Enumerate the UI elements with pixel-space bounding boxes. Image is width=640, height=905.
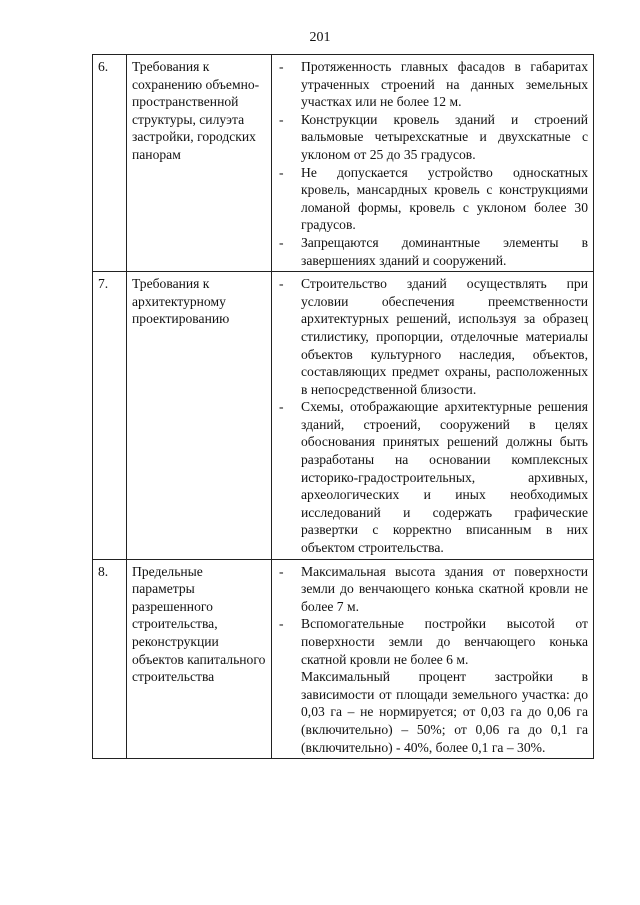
list-item: - Конструкции кровель зданий и строений вальмовые четырехскатные и двухскатные с уклоном от 25 до 35 градусов. xyxy=(277,111,588,164)
list-item: - Схемы, отображающие архитектурные решения зданий, строений, сооружений в целях обоснования принятых решений должны быть разработаны на основании комплексных историко-градостроительных, архивных, археологических и иных необходимых исследований и содержать графические развертки с корректно вписанным в них объектом строительства. xyxy=(277,398,588,556)
list-item: - Вспомогательные постройки высотой от поверхности земли до венчающего конька скатной кровли не более 6 м. xyxy=(277,615,588,668)
requirement-content xyxy=(272,559,594,759)
list-item: - Максимальная высота здания от поверхности земли до венчающего конька скатной кровли не более 7 м. xyxy=(277,563,588,616)
row-number: 6. xyxy=(93,55,127,272)
list-item-continuation: Максимальный процент застройки в зависимости от площади земельного участка: до 0,03 га – не нормируется; от 0,03 га до 0,06 га (включительно) – 50%; от 0,06 га до 0,1 га (включительно) - 40%, более 0,1 га – 30%. xyxy=(301,669,588,755)
page-number: 201 xyxy=(309,30,331,45)
row-number: 8. xyxy=(93,559,127,759)
requirement-name: Требования к сохранению объемно-пространственной структуры, силуэта застройки, городских панорам xyxy=(127,55,272,272)
list-item: - Протяженность главных фасадов в габаритах утраченных строений на данных земельных участках или не более 12 м. xyxy=(277,58,588,111)
requirement-content xyxy=(272,55,594,272)
list-item: - Строительство зданий осуществлять при условии обеспечения преемственности архитектурных решений, используя за образец стилистику, пропорции, отделочные материалы объектов культурного наследия, объектов, составляющих предмет охраны, расположенных в непосредственной близости. xyxy=(277,275,588,398)
requirement-name: Предельные параметры разрешенного строительства, реконструкции объектов капитального строительства xyxy=(127,559,272,759)
requirement-name: Требования к архитектурному проектированию xyxy=(127,272,272,560)
requirement-content xyxy=(272,272,594,560)
row-number: 7. xyxy=(93,272,127,560)
list-item: - Запрещаются доминантные элементы в завершениях зданий и сооружений. xyxy=(277,234,588,269)
requirements-table xyxy=(92,54,594,759)
list-item: - Не допускается устройство односкатных кровель, мансардных кровель с конструкциями ломаной формы, кровель с уклоном более 30 градусов. xyxy=(277,164,588,234)
table-row xyxy=(93,272,594,560)
table-row xyxy=(93,55,594,272)
table-row xyxy=(93,559,594,759)
